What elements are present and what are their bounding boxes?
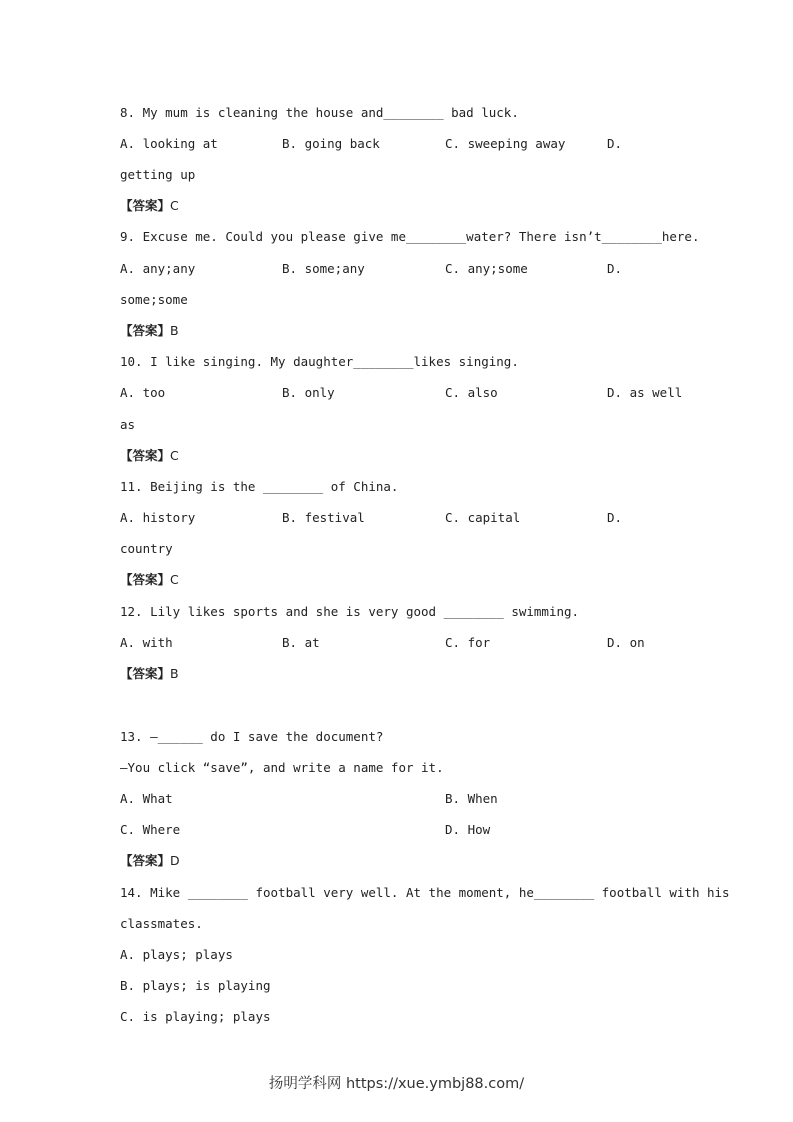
q10-option-a: A. too xyxy=(120,385,166,400)
q14-option-a: A. plays; plays xyxy=(120,947,233,962)
q9-answer xyxy=(120,323,179,339)
q9-option-b: B. some;any xyxy=(282,261,365,276)
question-10-stem: 10. I like singing. My daughter________likes singing. xyxy=(120,354,519,369)
q11-option-d: D. xyxy=(607,510,623,525)
q12-option-a: A. with xyxy=(120,635,173,650)
answer-value: C xyxy=(170,198,179,213)
question-8-stem: 8. My mum is cleaning the house and________ bad luck. xyxy=(120,105,519,120)
q8-option-b: B. going back xyxy=(282,136,380,151)
q11-option-a: A. history xyxy=(120,510,196,525)
question-12-stem: 12. Lily likes sports and she is very good ________ swimming. xyxy=(120,604,580,619)
q14-option-c: C. is playing; plays xyxy=(120,1009,271,1024)
answer-label: 【答案】 xyxy=(120,323,171,338)
answer-value: C xyxy=(170,572,179,587)
q9-option-c: C. any;some xyxy=(445,261,528,276)
question-11-stem: 11. Beijing is the ________ of China. xyxy=(120,479,399,494)
answer-value: C xyxy=(170,448,179,463)
q10-answer xyxy=(120,448,179,464)
q9-option-d: D. xyxy=(607,261,623,276)
q8-option-a: A. looking at xyxy=(120,136,218,151)
footer-watermark: 扬明学科网 https://xue.ymbj88.com/ xyxy=(268,1076,525,1092)
q14-option-b: B. plays; is playing xyxy=(120,978,271,993)
question-9-stem: 9. Excuse me. Could you please give me________water? There isn’t________here. xyxy=(120,229,700,244)
q13-option-c: C. Where xyxy=(120,822,181,837)
q11-option-c: C. capital xyxy=(445,510,521,525)
answer-value: D xyxy=(170,853,180,868)
q12-answer xyxy=(120,666,179,682)
q8-option-c: C. sweeping away xyxy=(445,136,566,151)
question-14-stem: 14. Mike ________ football very well. At the moment, he________ football with his xyxy=(120,885,730,900)
q8-option-d-text: getting up xyxy=(120,167,196,182)
q9-option-a: A. any;any xyxy=(120,261,196,276)
q9-option-d-text: some;some xyxy=(120,292,188,307)
q11-answer xyxy=(120,572,179,588)
q8-option-d: D. xyxy=(607,136,623,151)
q10-option-b: B. only xyxy=(282,385,335,400)
q12-option-c: C. for xyxy=(445,635,491,650)
q13-answer xyxy=(120,853,180,869)
q10-option-c: C. also xyxy=(445,385,498,400)
answer-label: 【答案】 xyxy=(120,853,171,868)
q12-option-d: D. on xyxy=(607,635,645,650)
q13-option-a: A. What xyxy=(120,791,173,806)
q11-option-b: B. festival xyxy=(282,510,365,525)
q11-option-d-text: country xyxy=(120,541,173,556)
answer-label: 【答案】 xyxy=(120,198,171,213)
q10-option-d-text: as xyxy=(120,417,136,432)
answer-label: 【答案】 xyxy=(120,666,171,681)
question-13-reply: —You click “save”, and write a name for it. xyxy=(120,760,444,775)
answer-label: 【答案】 xyxy=(120,448,171,463)
answer-label: 【答案】 xyxy=(120,572,171,587)
q13-option-d: D. How xyxy=(445,822,491,837)
q10-option-d: D. as well xyxy=(607,385,683,400)
answer-value: B xyxy=(170,666,179,681)
question-14-stem-cont: classmates. xyxy=(120,916,203,931)
answer-value: B xyxy=(170,323,179,338)
question-13-stem: 13. —______ do I save the document? xyxy=(120,729,384,744)
q8-answer xyxy=(120,198,179,214)
q13-option-b: B. When xyxy=(445,791,498,806)
q12-option-b: B. at xyxy=(282,635,320,650)
